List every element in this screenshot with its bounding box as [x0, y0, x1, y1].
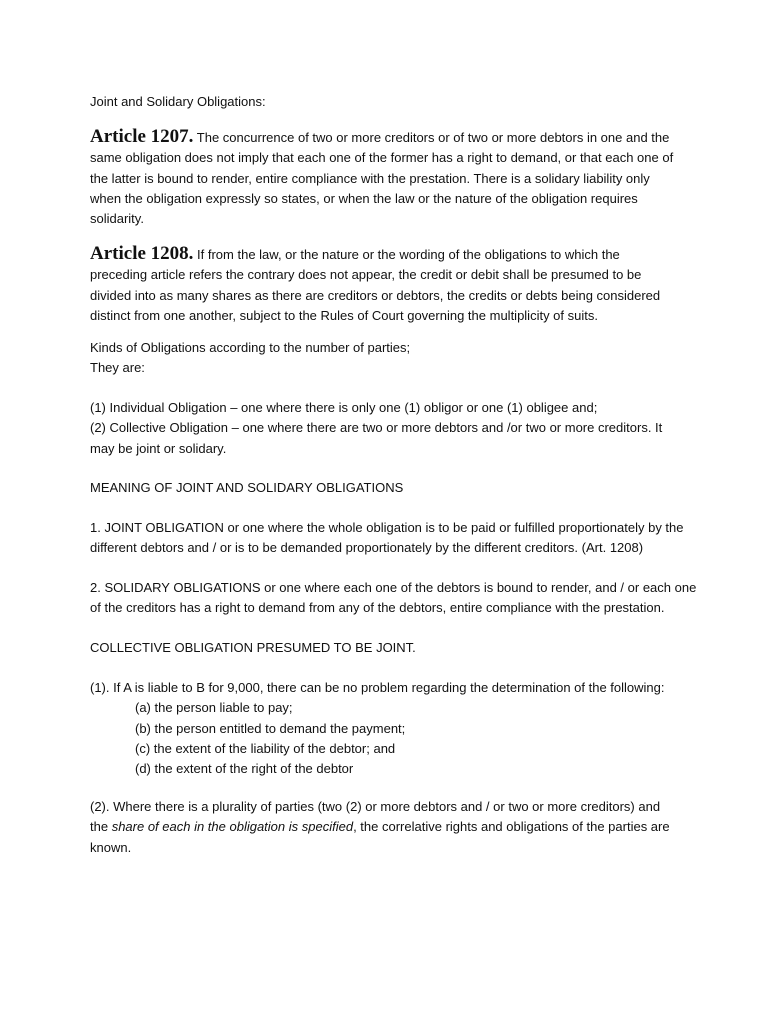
presumed-joint-heading [90, 638, 675, 658]
joint-obligation-paragraph [90, 518, 684, 559]
example-1-line1: (1). If A is liable to B for 9,000, there can be no problem regarding the determination of the following: [90, 680, 665, 695]
kinds-line1: Kinds of Obligations according to the number of parties; [90, 340, 411, 355]
solidary-line1: 2. SOLIDARY OBLIGATIONS or one where each one of the debtors is bound to render, and / or each one [90, 580, 697, 595]
types-line1: (1) Individual Obligation – one where there is only one (1) obligor or one (1) obligee and; [90, 400, 598, 415]
example-2-line2-post: , the correlative rights and obligations of the parties are [353, 819, 670, 835]
solidary-obligation-paragraph [90, 578, 697, 619]
solidary-line2: of the creditors has a right to demand from any of the debtors, entire compliance with the prestation. [90, 600, 665, 616]
example-1-item-a: (a) the person liable to pay; [135, 700, 293, 716]
example-2-line1: (2). Where there is a plurality of parties (two (2) or more debtors and / or two or more creditors) and [90, 799, 661, 814]
presumed-heading-text: COLLECTIVE OBLIGATION PRESUMED TO BE JOINT. [90, 640, 416, 655]
types-line3: may be joint or solidary. [90, 440, 227, 456]
kinds-line2: They are: [90, 360, 145, 376]
example-1-item-c: (c) the extent of the liability of the debtor; and [135, 740, 396, 756]
article-1208-paragraph [90, 244, 675, 326]
article-1208-text-line2: preceding article refers the contrary does not appear, the credit or debit shall be presumed to be [90, 267, 642, 283]
example-1-item-d: (d) the extent of the right of the debtor [135, 761, 354, 777]
article-1207-text-line1: The concurrence of two or more creditors or of two or more debtors in one and the [196, 130, 670, 145]
article-1208-label: Article 1208. [90, 243, 194, 264]
example-2-line3: known. [90, 839, 132, 855]
article-1207-first-line [90, 127, 675, 148]
meaning-heading [90, 478, 675, 498]
article-1208-text-line3: divided into as many shares as there are creditors or debtors, the credits or debts being considered [90, 287, 661, 303]
example-2-line2-italic: share of each in the obligation is specified [111, 819, 354, 835]
joint-line2: different debtors and / or is to be demanded proportionately by the different creditors. (Art. 1208) [90, 540, 644, 556]
example-2-paragraph [90, 797, 675, 858]
kinds-paragraph [90, 338, 675, 379]
article-1208-first-line [90, 244, 675, 265]
article-1207-text-line2: same obligation does not imply that each one of the former has a right to demand, or that each one of [90, 150, 674, 166]
article-1208-text-line1: If from the law, or the nature or the wording of the obligations to which the [197, 247, 620, 262]
article-1207-label: Article 1207. [90, 126, 194, 147]
article-1208-text-line4: distinct from one another, subject to the Rules of Court governing the multiplicity of suits. [90, 307, 598, 323]
article-1207-paragraph [90, 127, 675, 229]
joint-line1: 1. JOINT OBLIGATION or one where the whole obligation is to be paid or fulfilled proportionately by the [90, 520, 684, 535]
example-2-line2 [90, 817, 675, 837]
document-heading [90, 92, 675, 112]
types-line2: (2) Collective Obligation – one where there are two or more debtors and /or two or more creditors. It [90, 420, 663, 436]
example-1-item-b: (b) the person entitled to demand the payment; [135, 720, 406, 736]
example-2-line2-pre: the [90, 819, 112, 835]
article-1207-text-line4: when the obligation expressly so states, or when the law or the nature of the obligation requires [90, 190, 638, 206]
types-paragraph [90, 398, 675, 459]
example-1-paragraph [90, 678, 675, 779]
heading-text: Joint and Solidary Obligations: [90, 94, 266, 109]
article-1207-text-line5: solidarity. [90, 211, 144, 227]
meaning-heading-text: MEANING OF JOINT AND SOLIDARY OBLIGATIONS [90, 480, 404, 495]
article-1207-text-line3: the latter is bound to render, entire compliance with the prestation. There is a solidary liability only [90, 170, 650, 186]
